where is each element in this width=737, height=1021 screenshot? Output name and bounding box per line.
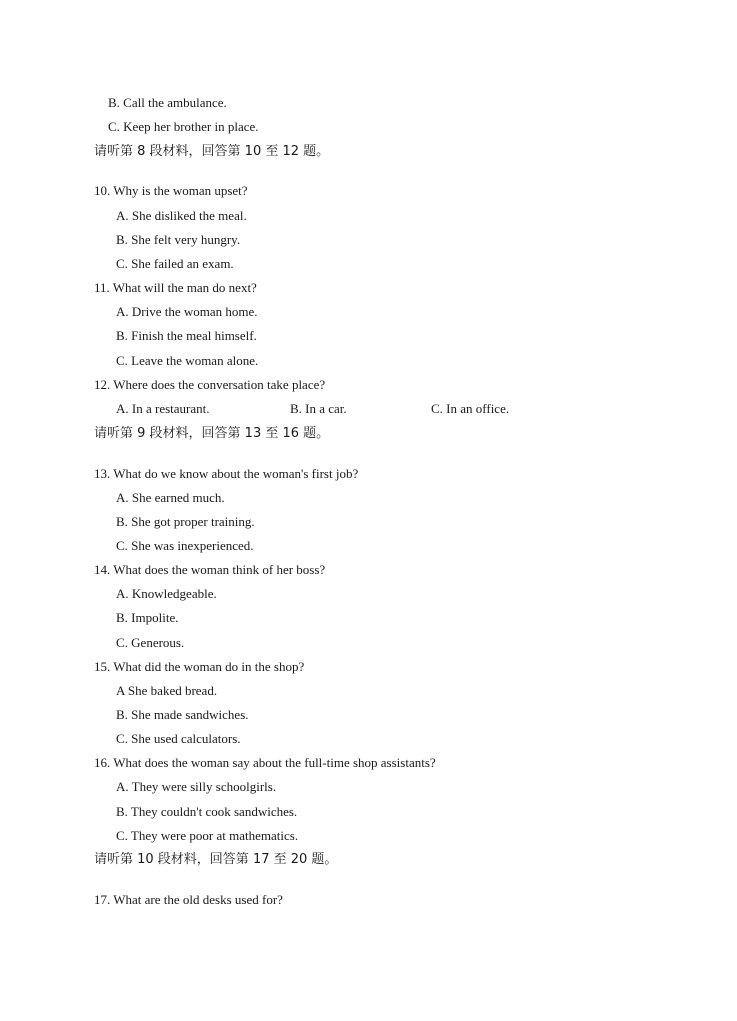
q13-option-c: C. She was inexperienced. — [116, 538, 254, 553]
q11-option-a: A. Drive the woman home. — [116, 304, 258, 319]
q15-option-b: B. She made sandwiches. — [116, 707, 249, 722]
question-10: 10. Why is the woman upset? — [94, 183, 248, 198]
q16-option-a: A. They were silly schoolgirls. — [116, 779, 277, 794]
q16-option-c: C. They were poor at mathematics. — [116, 828, 299, 843]
question-16: 16. What does the woman say about the full-time shop assistants? — [94, 755, 436, 770]
option-b-q9: B. Call the ambulance. — [108, 95, 227, 110]
q15-option-c: C. She used calculators. — [116, 731, 241, 746]
q12-option-a: A. In a restaurant. — [116, 401, 210, 416]
q11-option-b: B. Finish the meal himself. — [116, 328, 257, 343]
q10-option-b: B. She felt very hungry. — [116, 232, 241, 247]
q12-option-b: B. In a car. — [290, 401, 347, 416]
question-14: 14. What does the woman think of her boss? — [94, 562, 326, 577]
q14-option-b: B. Impolite. — [116, 610, 179, 625]
q10-option-c: C. She failed an exam. — [116, 256, 234, 271]
question-13: 13. What do we know about the woman's first job? — [94, 466, 359, 481]
q14-option-a: A. Knowledgeable. — [116, 586, 217, 601]
q16-option-b: B. They couldn't cook sandwiches. — [116, 804, 298, 819]
option-c-q9: C. Keep her brother in place. — [108, 119, 259, 134]
q13-option-a: A. She earned much. — [116, 490, 225, 505]
q11-option-c: C. Leave the woman alone. — [116, 353, 259, 368]
q15-option-a: A She baked bread. — [116, 683, 218, 698]
question-17: 17. What are the old desks used for? — [94, 892, 283, 907]
section-8-instruction: 请听第 8 段材料，回答第 10 至 12 题。 — [94, 144, 330, 159]
question-15: 15. What did the woman do in the shop? — [94, 659, 305, 674]
q13-option-b: B. She got proper training. — [116, 514, 255, 529]
q10-option-a: A. She disliked the meal. — [116, 208, 247, 223]
section-10-instruction: 请听第 10 段材料，回答第 17 至 20 题。 — [94, 852, 338, 867]
section-9-instruction: 请听第 9 段材料，回答第 13 至 16 题。 — [94, 426, 330, 441]
q14-option-c: C. Generous. — [116, 635, 185, 650]
question-11: 11. What will the man do next? — [94, 280, 257, 295]
question-12: 12. Where does the conversation take place? — [94, 377, 326, 392]
q12-option-c: C. In an office. — [431, 401, 510, 416]
